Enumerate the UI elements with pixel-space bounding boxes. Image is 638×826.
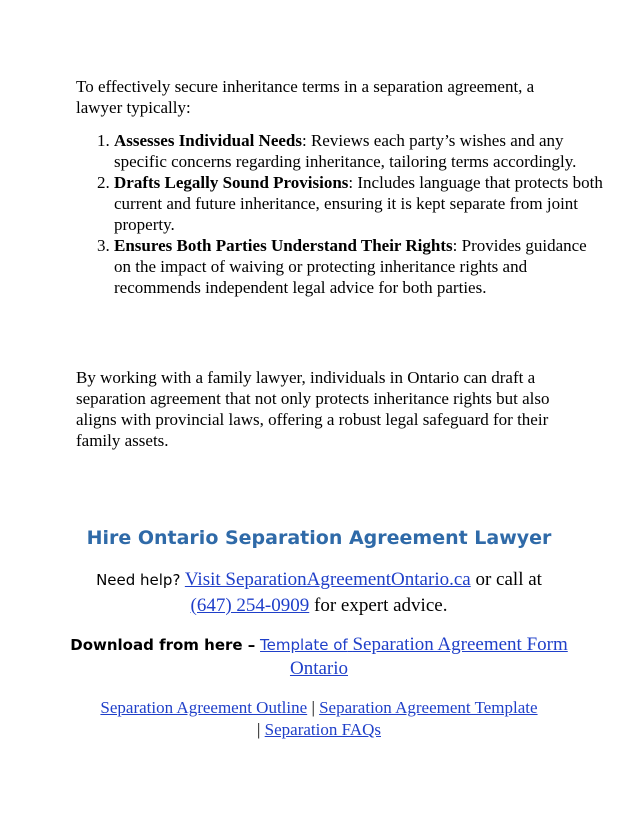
section-heading: Hire Ontario Separation Agreement Lawyer xyxy=(86,527,552,549)
download-label: Download from here – xyxy=(70,636,256,654)
step-title: Drafts Legally Sound Provisions xyxy=(114,173,349,192)
help-suffix: for expert advice. xyxy=(314,595,448,616)
help-middle: or call at xyxy=(475,569,542,590)
phone-link[interactable]: (647) 254-0909 xyxy=(190,595,310,616)
link-separator: | xyxy=(257,720,261,739)
download-line xyxy=(60,633,578,681)
faqs-link[interactable]: Separation FAQs xyxy=(264,720,381,739)
template-link-part2: Separation Agreement Form Ontario xyxy=(289,634,568,679)
help-prefix: Need help? xyxy=(96,571,181,589)
list-item xyxy=(114,172,604,235)
template-link-part1: Template of xyxy=(260,636,348,654)
list-item xyxy=(114,235,604,298)
footer-links xyxy=(60,697,578,741)
outro-paragraph: By working with a family lawyer, individuals in Ontario can draft a separation agreement that not only protects inheritance rights but also aligns with provincial laws, offering a robust legal safeguard for their family assets. xyxy=(76,368,550,450)
intro-paragraph: To effectively secure inheritance terms in a separation agreement, a lawyer typically: xyxy=(76,77,535,117)
list-item xyxy=(114,130,604,172)
step-text: : Includes language that protects both current and future inheritance, ensuring it is kept separate from joint property. xyxy=(114,173,603,234)
template-download-link[interactable] xyxy=(260,634,568,679)
visit-website-link[interactable]: Visit SeparationAgreementOntario.ca xyxy=(184,569,471,590)
help-line xyxy=(60,567,578,619)
step-text: : Reviews each party’s wishes and any specific concerns regarding inheritance, tailoring terms accordingly. xyxy=(114,131,577,171)
step-title: Assesses Individual Needs xyxy=(114,131,302,150)
outline-link[interactable]: Separation Agreement Outline xyxy=(100,698,308,717)
link-separator: | xyxy=(311,698,315,717)
step-text: : Provides guidance on the impact of waiving or protecting inheritance rights and recommends independent legal advice for both parties. xyxy=(114,236,587,297)
template-link[interactable]: Separation Agreement Template xyxy=(319,698,538,717)
lawyer-steps-list xyxy=(76,130,604,298)
step-title: Ensures Both Parties Understand Their Rights xyxy=(114,236,453,255)
